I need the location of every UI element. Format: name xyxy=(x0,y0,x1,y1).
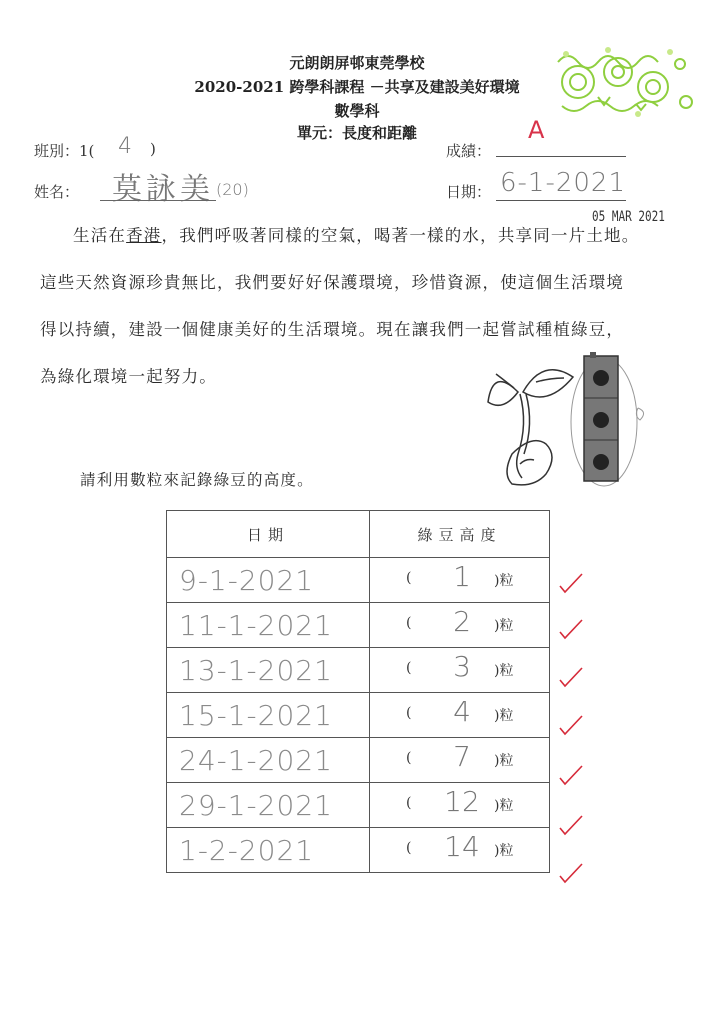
table-row xyxy=(167,693,550,738)
row-height: 3 xyxy=(453,650,471,683)
column-header-date: 日期 xyxy=(167,511,370,558)
class-label: 班別：1( xyxy=(34,142,95,160)
unit-label: )粒 xyxy=(494,843,514,859)
bean-height-table xyxy=(166,510,550,873)
check-mark-icon xyxy=(558,862,584,884)
table-row xyxy=(167,558,550,603)
bean-sprout-illustration xyxy=(478,352,578,492)
instruction-text: 請利用數粒來記錄綠豆的高度。 xyxy=(80,471,314,489)
table-row xyxy=(167,738,550,783)
check-mark-icon xyxy=(558,666,584,688)
check-mark-icon xyxy=(558,764,584,786)
column-header-height: 綠豆高度 xyxy=(370,511,550,558)
table-row xyxy=(167,603,550,648)
unit-label: )粒 xyxy=(494,663,514,679)
date-label: 日期： xyxy=(446,183,492,201)
row-height: 7 xyxy=(453,740,471,773)
row-height-cell xyxy=(370,558,550,603)
name-underline xyxy=(100,200,216,201)
row-height-cell xyxy=(370,828,550,873)
grade-label: 成績： xyxy=(446,142,492,160)
para-line-4: 為綠化環境一起努力。 xyxy=(40,367,217,386)
para-after: ，我們呼吸著同樣的空氣，喝著一樣的水，共享同一片土地。 xyxy=(161,226,640,245)
check-mark-icon xyxy=(558,714,584,736)
course-title: 2020-2021 跨學科課程 －共享及建設美好環境 xyxy=(194,78,520,96)
grade-value: A xyxy=(528,116,545,144)
row-date: 24-1-2021 xyxy=(167,738,370,783)
row-height-cell xyxy=(370,603,550,648)
para-line-3: 得以持續，建設一個健康美好的生活環境。現在讓我們一起嘗試種植綠豆， xyxy=(40,320,625,339)
grade-underline xyxy=(496,156,626,157)
class-value: 4 xyxy=(118,134,132,159)
row-height-cell xyxy=(370,738,550,783)
open-paren: ( xyxy=(406,570,412,586)
row-date: 9-1-2021 xyxy=(167,558,370,603)
row-date: 11-1-2021 xyxy=(167,603,370,648)
para-before: 生活在 xyxy=(73,226,127,245)
table-row xyxy=(167,828,550,873)
school-name: 元朗朗屏邨東莞學校 xyxy=(289,54,425,72)
row-date: 15-1-2021 xyxy=(167,693,370,738)
date-stamp: 05 MAR 2021 xyxy=(592,208,665,225)
check-mark-icon xyxy=(558,572,584,594)
name-value: 莫詠美 xyxy=(112,172,214,207)
row-date: 13-1-2021 xyxy=(167,648,370,693)
table-row xyxy=(167,648,550,693)
class-close: ) xyxy=(150,140,156,158)
para-place: 香港 xyxy=(126,226,162,245)
unit-label: )粒 xyxy=(494,798,514,814)
table-header-row xyxy=(167,511,550,558)
date-underline xyxy=(496,200,626,201)
student-number: (20) xyxy=(216,180,249,199)
row-height-cell xyxy=(370,693,550,738)
row-height: 2 xyxy=(453,605,471,638)
para-line-2: 這些天然資源珍貴無比，我們要好好保護環境，珍惜資源，使這個生活環境 xyxy=(40,273,625,292)
name-label: 姓名： xyxy=(34,183,80,201)
unit-label: )粒 xyxy=(494,573,514,589)
counting-cube-illustration xyxy=(566,348,658,490)
green-doodle-decoration xyxy=(548,42,698,122)
check-mark-icon xyxy=(558,618,584,640)
unit-label: )粒 xyxy=(494,618,514,634)
open-paren: ( xyxy=(406,795,412,811)
subject-title: 數學科 xyxy=(334,102,380,120)
row-height: 1 xyxy=(453,560,471,593)
check-mark-icon xyxy=(558,814,584,836)
table-row xyxy=(167,783,550,828)
open-paren: ( xyxy=(406,660,412,676)
row-height: 4 xyxy=(453,695,471,728)
row-date: 1-2-2021 xyxy=(167,828,370,873)
unit-label: )粒 xyxy=(494,753,514,769)
unit-label: )粒 xyxy=(494,708,514,724)
open-paren: ( xyxy=(406,750,412,766)
open-paren: ( xyxy=(406,615,412,631)
row-height: 14 xyxy=(444,830,480,863)
date-value: 6-1-2021 xyxy=(500,168,627,198)
row-height-cell xyxy=(370,783,550,828)
open-paren: ( xyxy=(406,840,412,856)
row-height-cell xyxy=(370,648,550,693)
row-date: 29-1-2021 xyxy=(167,783,370,828)
row-height: 12 xyxy=(444,785,480,818)
open-paren: ( xyxy=(406,705,412,721)
unit-title: 單元：長度和距離 xyxy=(296,124,417,142)
